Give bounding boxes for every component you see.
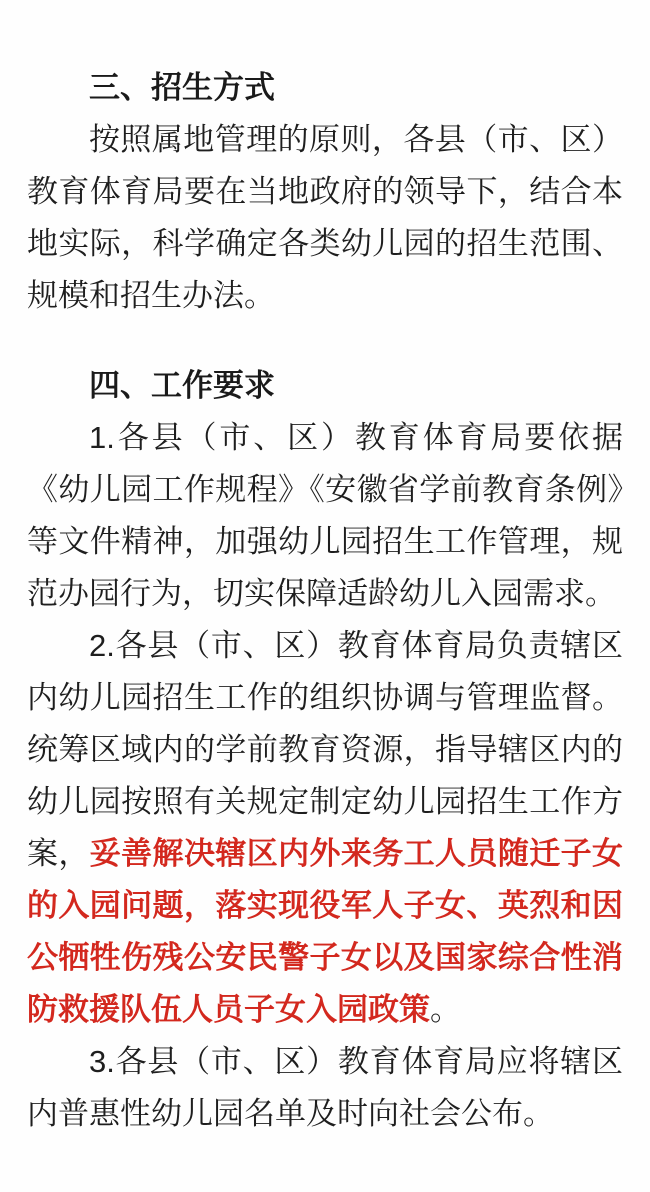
section-3-paragraph: 按照属地管理的原则，各县（市、区）教育体育局要在当地政府的领导下，结合本地实际，科学确定各类幼儿园的招生范围、规模和招生办法。: [27, 122, 623, 313]
section-4-item-2: [27, 620, 623, 1036]
section-3-heading: 三、招生方式: [89, 70, 275, 105]
section-4-heading: 四、工作要求: [89, 368, 275, 403]
item-2-closing-period: 。: [430, 992, 461, 1027]
item-2-red-highlight-text: 妥善解决辖区内外来务工人员随迁子女的入园问题，落实现役军人子女、英烈和因公牺牲伤残公安民警子女以及国家综合性消防救援队伍人员子女入园政策: [27, 836, 624, 1027]
section-4-item-1: 1.各县（市、区）教育体育局要依据《幼儿园工作规程》《安徽省学前教育条例》等文件精神，加强幼儿园招生工作管理，规范办园行为，切实保障适龄幼儿入园需求。: [27, 420, 623, 611]
item-2-lead-text: 2.各县（市、区）教育体育局负责辖区内幼儿园招生工作的组织协调与管理监督。统筹区域内的学前教育资源，指导辖区内的幼儿园按照有关规定制定幼儿园招生工作方案，: [27, 628, 623, 871]
section-4-item-3: 3.各县（市、区）教育体育局应将辖区内普惠性幼儿园名单及时向社会公布。: [27, 1044, 623, 1131]
